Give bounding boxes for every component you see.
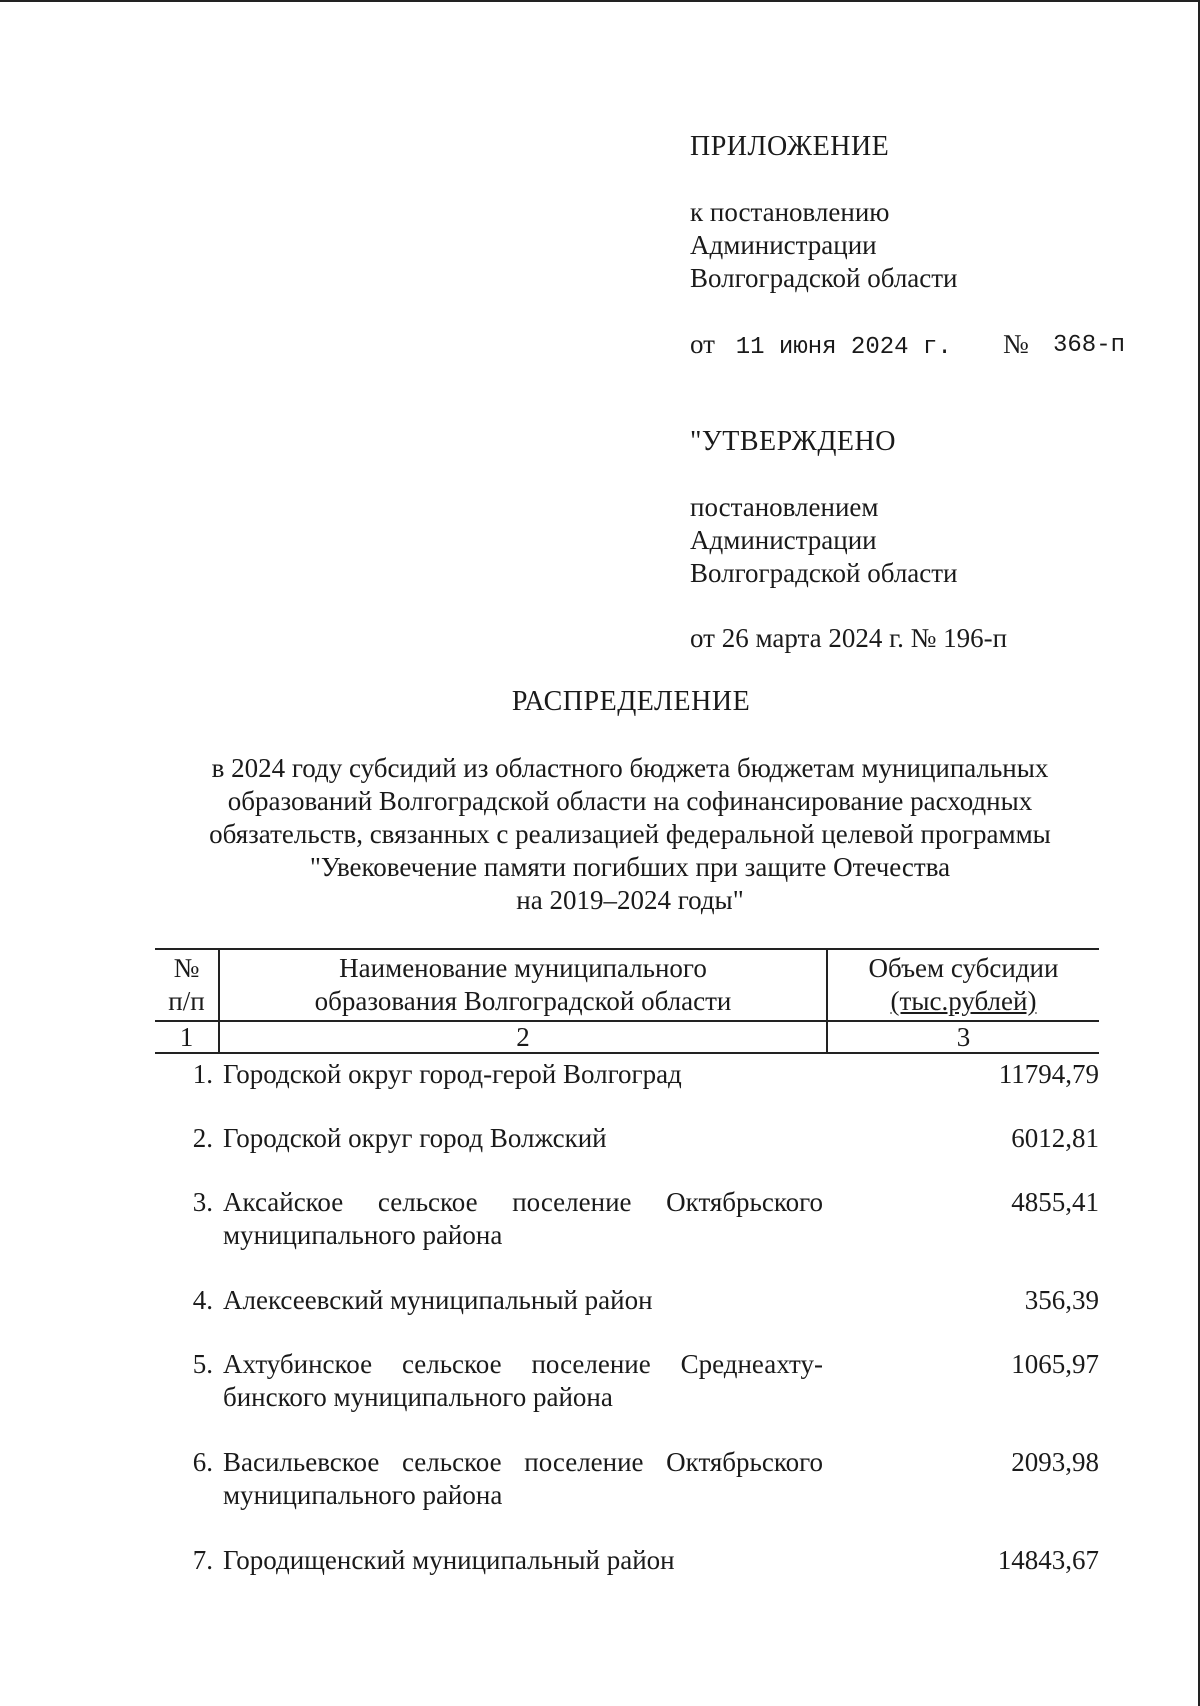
date-prefix: от [690, 329, 715, 359]
row-number: 6. [192, 1447, 213, 1477]
table-row [155, 1186, 1099, 1252]
column-number: 1 [155, 1022, 220, 1052]
approved-date-line: от 26 марта 2024 г. № 196-п [690, 623, 1008, 653]
approved-line: постановлением [690, 492, 879, 522]
subtitle-line: в 2024 году субсидий из областного бюджета бюджетам муниципальных [211, 753, 1049, 783]
resolution-date-line [690, 328, 1130, 364]
row-number: 7. [192, 1545, 213, 1575]
table-row [155, 1122, 1099, 1155]
row-name-line: муниципального района [223, 1480, 503, 1510]
row-name-line: Ахтубинское сельское поселение Среднеахту- [223, 1349, 823, 1379]
row-name-line: Городской округ город-герой Волгоград [223, 1059, 682, 1089]
resolution-date: 11 июня 2024 г. [735, 334, 952, 361]
row-value: 11794,79 [998, 1059, 1099, 1089]
row-name [223, 1186, 823, 1252]
subtitle-line: образований Волгоградской области на софинансирование расходных [227, 786, 1033, 816]
header-row [155, 950, 1099, 1020]
table-row [155, 1284, 1099, 1317]
row-name [223, 1446, 823, 1512]
header-text: Наименование муниципального [339, 953, 707, 983]
resolution-line: Администрации [690, 230, 877, 260]
header-text: № [173, 953, 200, 983]
subtitle-line: на 2019–2024 годы" [516, 885, 744, 915]
header-cell-number [155, 950, 220, 1020]
row-value: 356,39 [1024, 1285, 1099, 1315]
row-value: 2093,98 [1011, 1447, 1099, 1477]
header-cell-name [220, 950, 828, 1020]
header-cell-amount [828, 950, 1099, 1020]
row-number: 3. [192, 1187, 213, 1217]
row-name [223, 1284, 823, 1317]
approved-line: Администрации [690, 525, 877, 555]
header-text: образования Волгоградской области [314, 986, 732, 1016]
table-header [155, 948, 1099, 1054]
resolution-reference [690, 196, 958, 295]
table-row [155, 1446, 1099, 1512]
subtitle-line: "Увековечение памяти погибших при защите Отечества [309, 852, 951, 882]
row-name [223, 1544, 823, 1577]
subtitle-line: обязательств, связанных с реализацией федеральной целевой программы [209, 819, 1051, 849]
row-value: 4855,41 [1011, 1187, 1099, 1217]
row-name-line: Алексеевский муниципальный район [223, 1285, 653, 1315]
row-name-line: Васильевское сельское поселение Октябрьского [223, 1447, 823, 1477]
appendix-heading: ПРИЛОЖЕНИЕ [690, 131, 890, 162]
row-value: 6012,81 [1011, 1123, 1099, 1153]
row-number: 2. [192, 1123, 213, 1153]
header-text: п/п [168, 986, 205, 1016]
column-number-row [155, 1020, 1099, 1052]
header-text: Объем субсидии [868, 953, 1059, 983]
row-name [223, 1058, 823, 1091]
row-value: 14843,67 [997, 1545, 1099, 1575]
column-number: 3 [956, 1022, 971, 1052]
row-number: 4. [192, 1285, 213, 1315]
row-name [223, 1348, 823, 1414]
header-text: (тыс.рублей) [890, 986, 1037, 1016]
table-row [155, 1058, 1099, 1091]
document-subtitle [170, 752, 1090, 917]
row-number: 5. [192, 1349, 213, 1379]
row-name [223, 1122, 823, 1155]
row-name-line: Аксайское сельское поселение Октябрьского [223, 1187, 823, 1217]
table-row [155, 1544, 1099, 1577]
row-number: 1. [192, 1059, 213, 1089]
table-row [155, 1348, 1099, 1414]
resolution-number: 368-п [1053, 332, 1126, 359]
approved-heading: "УТВЕРЖДЕНО [690, 426, 896, 457]
column-number: 2 [220, 1022, 828, 1052]
number-sign: № [1003, 329, 1029, 359]
row-value: 1065,97 [1011, 1349, 1099, 1379]
approved-reference [690, 491, 958, 590]
resolution-line: к постановлению [690, 197, 890, 227]
resolution-line: Волгоградской области [690, 263, 958, 293]
row-name-line: Городищенский муниципальный район [223, 1545, 675, 1575]
row-name-line: бинского муниципального района [223, 1382, 613, 1412]
row-name-line: Городской округ город Волжский [223, 1123, 607, 1153]
document-title: РАСПРЕДЕЛЕНИЕ [511, 686, 751, 717]
table-body [155, 1058, 1099, 1577]
row-name-line: муниципального района [223, 1220, 503, 1250]
approved-line: Волгоградской области [690, 558, 958, 588]
